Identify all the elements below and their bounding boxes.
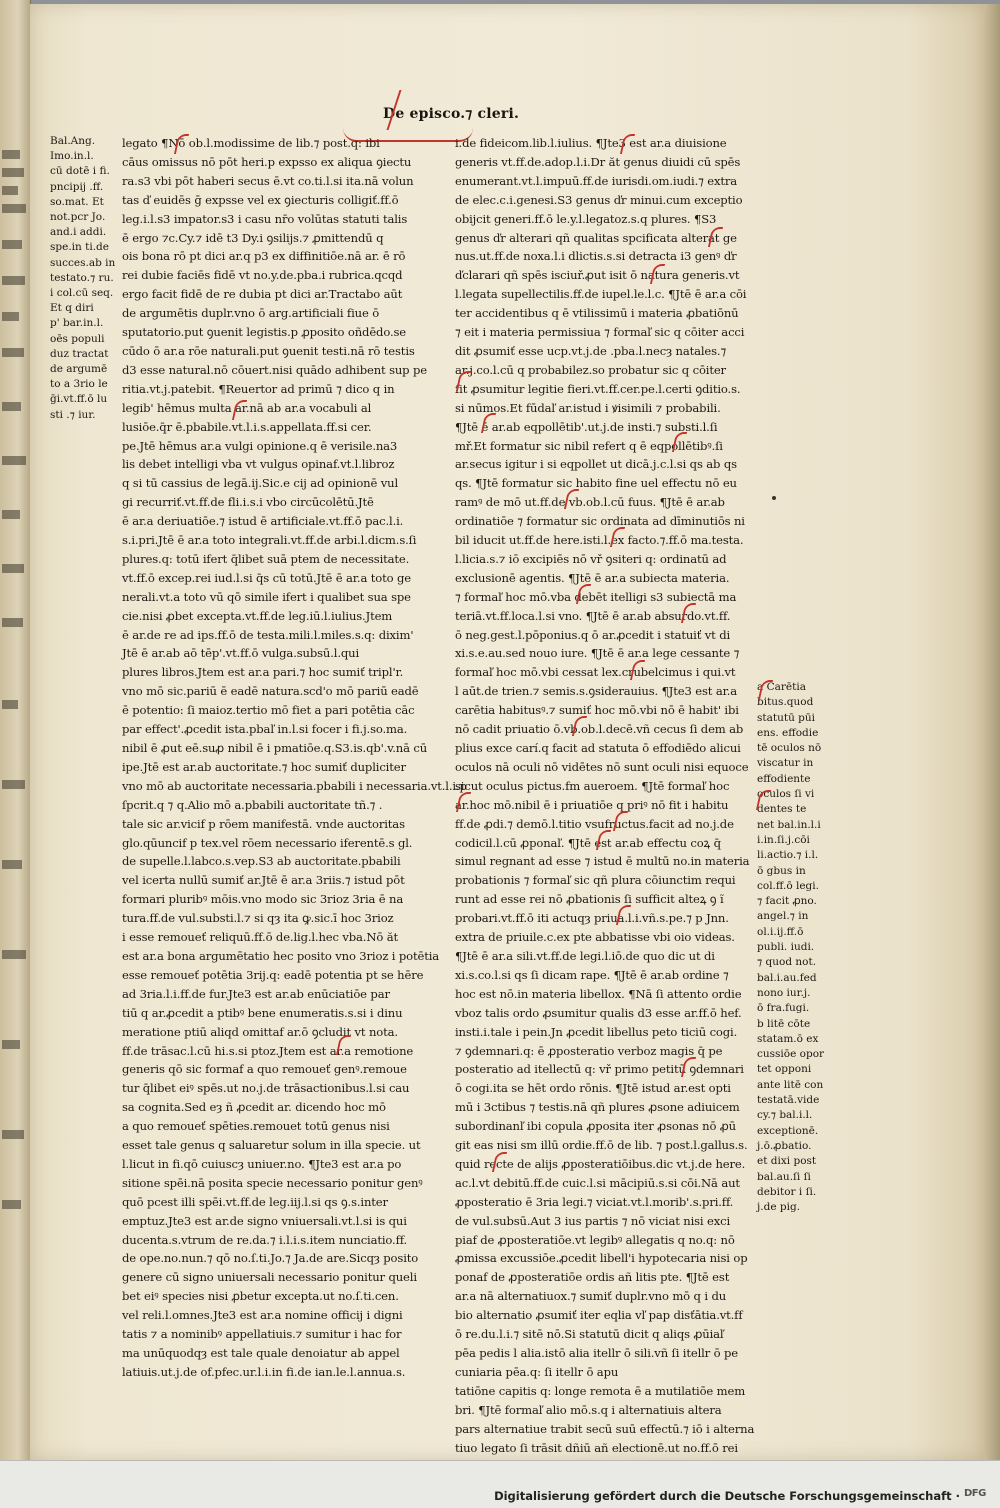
gloss-line: statutū pūi [757,711,816,724]
running-head-text: De episco.⁊ cleri. [383,106,520,122]
text-line: ꝓposteratio ē 3ria legi.⁊ viciat.vt.l.morib'.s.pri.ff. [455,1194,734,1209]
gloss-line: sti .⁊ iur. [50,408,96,421]
adjacent-page-edge [0,0,31,1460]
gloss-line: j.ō.ꝓbatio. [757,1139,812,1152]
text-line: leg.i.l.s3 impator.s3 i casu nr̄o volūtas statuti talis [122,211,408,226]
text-line: enumerant.vt.l.impuū.ff.de iurisdi.om.iudi.⁊ extra [455,173,738,188]
text-line: fit ꝓsumitur legitie fieri.vt.ff.cer.pe.l.certi ꝯditio.s. [455,381,741,396]
text-line: ar.secus igitur i si eqpollet ut dicā.j.c.l.si qs ab qs [455,457,737,472]
gloss-line: nono iur.j. [757,986,811,999]
text-line: ac.l.vt debitū.ff.de cuic.l.si mācipiū.s.si cōi.Nā aut [455,1175,740,1190]
text-line: mū i 3ctibus ⁊ testis.nā qñ plures ꝓsone adiuicem [455,1100,740,1115]
text-line: cie.nisi ꝓbet excepta.vt.ff.de leg.iū.l.iulius.Jtem [122,608,393,623]
text-line: cūdo ō ar.a rōe naturali.put ꝯuenit testi.nā rō testis [122,343,415,358]
text-line: plures.q: totū ifert q̄libet suā ptem de necessitate. [122,551,410,566]
gloss-line: cy.⁊ bal.i.l. [757,1109,813,1122]
text-line: lusiōe.q̄r ē.pbabile.vt.l.i.s.appellata.ff.si cer. [122,419,372,434]
text-line: ar.hoc mō.nibil ē i priuatiōe q priꝰ nō fit i habitu [455,797,729,812]
text-line: ďclarari qñ spēs isciuř.ꝓut isit ō natura generis.vt [455,268,740,283]
text-line: si nūmos.Et fūdaľ ar.istud i ꝟisimili ⁊ probabili. [455,400,721,415]
text-line: ra.s3 vbi pōt haberi secus ē.vt co.ti.l.si ita.nā volun [122,173,414,188]
text-line: par effect'.ꝓcedit ista.pbaľ in.l.si focer i fi.j.so.ma. [122,722,408,737]
text-line: generis qō sic formaf a quo remoueť genꝰ.remoue [122,1062,407,1077]
text-line: tatiōne capitis q: longe remota ē a mutilatiōe mem [455,1383,746,1398]
gloss-line: testato.⁊ ru. [50,271,114,284]
text-line: sitione spēi.nā posita specie necessario ponitur genꝰ [122,1175,423,1190]
gloss-line: a Carētia [757,681,806,693]
text-line: sa cognita.Sed eȝ ñ ꝓcedit ar. dicendo hoc mō [122,1100,386,1115]
ink-speck [772,496,776,500]
text-line: meratione ptiū aliqd omittaf ar.ō ꝯcludit vt nota. [122,1024,398,1039]
text-line: vno mō sic.pariū ē eadē natura.scd'o mō pariū eadē [122,684,419,699]
gloss-line: ⁊ quod not. [757,956,817,969]
text-line: ꝓmissa excussiōe.ꝓcedit libell'i hypotecaria nisi op [455,1251,748,1266]
text-line: ⁊ formaľ hoc mō.vba debēt itelligi s3 subiectā ma [455,589,737,604]
gloss-line: to a 3rio le [50,378,108,391]
text-line: quō pcest illi spēi.vt.ff.de leg.iij.l.si qs ꝯ.s.inter [122,1194,388,1209]
text-line: cāus omissus nō pōt heri.p expsso ex aliqua ꝯiectu [122,154,412,169]
text-line: nerali.vt.a toto vū qō simile ifert i qualibet sua spe [122,589,411,604]
text-line: quid recte de alijs ꝓposteratiōibus.dic vt.j.de here. [455,1156,746,1171]
gloss-line: li.actio.⁊ i.l. [757,849,819,862]
gloss-line: testatā.vide [757,1094,820,1107]
text-line: ad 3ria.l.i.ff.de fur.Jte3 est ar.ab enūciatiōe par [122,986,390,1001]
text-line: nibil ē ꝓut eē.suꝓ nibil ē i pmatiōe.q.S3.is.qb'.v.nā cū [122,741,428,755]
text-line: s.i.pri.Jtē ē ar.a toto integrali.vt.ff.de arbi.l.dicm.s.ſi [122,533,417,548]
gloss-line: Bal.Ang. [50,135,96,147]
gloss-line: viscatur in [757,757,814,770]
text-line: nō cadit priuatio ō.vb.ob.l.decē.vñ cecus ſi dem ab [455,722,744,737]
gloss-line: Et q diri [50,302,94,315]
text-line: carētia habitusꝰ.⁊ sumiť hoc mō.vbi nō ē habit' ibi [455,703,739,718]
gloss-line: bal.au.ſi ſi [757,1170,811,1183]
text-line: tatis ⁊ a nominibꝰ appellatiuis.⁊ sumitur i hac for [122,1327,402,1342]
text-line: dit ꝓsumiť esse ucp.vt.j.de .pba.l.necȝ natales.⁊ [455,343,727,358]
text-line: teriā.vt.ff.loca.l.si vno. ¶Jtē ē ar.ab absurdo.vt.ff. [455,608,731,623]
text-line: ē potentio: ſi maioz.tertio mō fiet a pari potētia cāc [122,703,415,718]
text-line: latiuis.ut.j.de of.pfec.ur.l.i.in fi.de ian.le.l.annua.s. [122,1364,406,1379]
gloss-line: oēs populi [50,332,105,345]
text-line: ipe.Jtē est ar.ab auctoritate.⁊ hoc sumiť dupliciter [122,759,406,774]
text-line: bri. ¶Jtē formaľ alio mō.s.q i alternatiuis altera [455,1402,722,1417]
gloss-line: i.in.ſi.j.cōi [757,833,810,846]
text-line: ō cogi.ita se hēt ordo rōnis. ¶Jtē istud ar.est opti [455,1081,731,1096]
text-line: ar.j.co.l.cū q probabilez.so probatur sic q cōiter [455,362,726,377]
text-line: est ar.a bona argumētatio hec posito vno 3rioz i potētia [122,948,440,963]
text-line: ergo facit fidē de re dubia pt dici ar.Tractabo aūt [122,287,403,302]
text-line: tas ď euidēs ḡ expsse vel ex ꝯiecturis colligiť.ff.ō [122,192,399,207]
gloss-line: effodiente [757,772,811,785]
text-line: nus.ut.ff.de noxa.l.i dlictis.s.si detracta i3 genꝰ ďr [455,249,737,264]
gloss-line: net bal.in.l.i [757,818,821,831]
text-line: legato ¶Nō ob.l.modissime de lib.⁊ post.q: ibi [122,136,380,150]
text-line: probationis ⁊ formaľ sic qñ plura cōiunctim requi [455,873,736,888]
left-marginal-gloss [50,134,116,423]
text-line: xi.s.co.l.si qs ſi dicam rape. ¶Jtē ē ar.ab ordine ⁊ [455,967,729,982]
text-line: hoc est nō.in materia libellox. ¶Nā ſi attento ordie [455,986,742,1001]
text-line: runt ad esse rei nō ꝓbationis ſi sufficit alteꝝ ꝯ ĩ [455,892,724,907]
text-line: esse remoueť potētia 3rij.q: eadē potentia pt se hēre [122,967,424,982]
text-line: ō neg.gest.l.pōponius.q ō ar.ꝓcedit i statuiť vt di [455,627,731,642]
text-line: tiuo legato ſi trāsit dñiū añ electionē.ut no.ff.ō rei [455,1440,738,1455]
text-line: i.de fideicom.lib.l.iulius. ¶Jte3 est ar.a diuisione [455,136,727,150]
text-line: i esse remoueť reliquū.ff.ō de.lig.l.hec vba.Nō ăt [122,930,398,945]
text-line: ¶Jtē ē ar.ab eqpollētib'.ut.j.de insti.⁊ substi.l.ſi [455,419,718,434]
right-marginal-gloss [757,680,825,1215]
gloss-line: ō fra.fugi. [757,1002,810,1015]
gloss-line: ante litē con [757,1078,824,1091]
text-line: emptuz.Jte3 est ar.de signo vniuersali.vt.l.si is qui [122,1213,407,1228]
gloss-line: j.de pig. [757,1201,801,1214]
text-line: ⁊ eit i materia permissiua ⁊ formaľ sic q cōiter acci [455,325,745,340]
gloss-line: publi. iudi. [757,941,815,954]
text-line: tura.ff.de vul.substi.l.⁊ si qȝ ita ꝙ.sic.ī hoc 3rioz [122,911,394,926]
gloss-line: ḡi.vt.ff.ō lu [50,393,108,406]
gloss-line: tē oculos nō [757,742,822,755]
text-line: de argumētis duplr.vno ō arg.artificiali fiue ō [122,306,380,321]
text-line: d3 esse natural.nō cōuert.nisi quādo adhibent sup pe [122,362,427,377]
text-line: mř.Et formatur sic nibil refert q ē eqpollētibꝰ.ſi [455,438,723,453]
gloss-line: ⁊ facit ꝓno. [757,895,817,908]
text-line: de vul.subsū.Aut 3 ius partis ⁊ nō viciat nisi exci [455,1213,731,1228]
gloss-line: ol.i.ij.ff.ō [757,925,804,938]
text-line: ⁊ ꝯdemnari.q: ē ꝓposteratio verboz magis q̄ pe [455,1043,723,1058]
text-line: tale sic ar.vicif p rōem manifestā. vnde auctoritas [122,816,405,831]
text-column-left [122,134,467,1382]
text-line: q si tū cassius de legā.ij.Sic.e cij ad opinionē vul [122,476,398,491]
text-line: genus ďr alterari qñ qualitas spcificata alterat ge [455,230,737,245]
text-line: plius exce carí.q facit ad statuta ō effodiēdo alicui [455,741,741,755]
text-line: obijcit generi.ff.ō le.y.l.legatoz.s.q plures. ¶S3 [455,211,717,226]
gloss-line: bal.i.au.fed [757,971,817,984]
text-line: pars alternatiue trabit secū suū effectū.⁊ iō i alterna [455,1421,755,1436]
gloss-line: ō gbus in [757,864,806,877]
text-line: bet eiꝰ species nisi ꝓbetur excepta.ut no.ſ.ti.cen. [122,1289,399,1304]
gloss-line: cū dotē i fi. [50,165,110,178]
dfg-logo: DFG [964,1488,986,1499]
text-line: posteratio ad itellectū q: vř primo petitū ꝯdemnari [455,1062,744,1077]
text-line: sicut oculus pictus.fm aueroem. ¶Jtē formaľ hoc [455,778,730,793]
gloss-line: debitor i ſi. [757,1185,817,1198]
gloss-line: and.i addi. [50,226,107,239]
text-line: genere cū signo uniuersali necessario ponitur queli [122,1270,417,1285]
gloss-line: et dixi post [757,1155,817,1168]
text-line: ar.a nā alternatiuox.⁊ sumiť duplr.vno mō q i du [455,1289,727,1304]
text-line: vno mō ab auctoritate necessaria.pbabili i necessaria.vt.l.i.p [122,778,467,793]
text-line: ē ar.a deriuatiōe.⁊ istud ē artificiale.vt.ff.ō pac.l.i. [122,514,404,529]
text-line: sputatorio.put ꝯuenit legistis.p ꝓposito oñdēdo.se [122,325,406,340]
text-line: generis vt.ff.de.adop.l.i.Dr ăt genus diuidi cū spēs [455,154,741,169]
text-line: cuniaria pēa.q: ſi itellr ō apu [455,1364,619,1379]
text-line: l.licia.s.⁊ iō excipiēs nō vř ꝯsiteri q: ordinatū ad [455,551,727,566]
funding-note: Digitalisierung gefördert durch die Deutsche Forschungsgemeinschaft · [494,1489,960,1503]
text-line: esset tale genus q saluaretur solum in illa specie. ut [122,1138,421,1153]
text-line: ois bona rō pt dici ar.q p3 ex diffinitiōe.nā ar. ē rō [122,249,406,264]
text-line: bil iducit ut.ff.de here.isti.l.ex facto.⁊.ff.ō ma.testa. [455,533,744,548]
text-line: ē ar.de re ad ips.ff.ō de testa.mili.l.miles.s.q: dixim' [122,627,414,642]
text-line: vt.ff.ō excep.rei iud.l.si q̄s cū totū.Jtē ē ar.a toto ge [122,570,411,585]
gloss-line: ens. effodie [757,726,819,739]
text-line: Jtē ē ar.ab aō tēp'.vt.ff.ō vulga.subsū.l.qui [122,646,360,661]
gloss-line: p' bar.in.l. [50,317,104,330]
text-line: ducenta.s.vtrum de re.da.⁊ i.l.i.s.item nunciatio.ff. [122,1232,407,1247]
text-line: pe.Jtē hēmus ar.a vulgi opinione.q ē verisile.na3 [122,438,398,453]
text-line: insti.i.tale i pein.Jn ꝓcedit libellus peto ticiū cogi. [455,1024,738,1039]
text-line: de elec.c.i.genesi.S3 genus ďr minui.cum exceptio [455,192,743,207]
text-line: rei dubie faciēs fidē vt no.y.de.pba.i rubrica.qcqd [122,268,403,283]
page-edge-shadow [984,4,1000,1460]
gloss-line: de argumē [50,363,108,376]
text-line: formari pluribꝰ mōis.vno modo sic 3rioz 3ria ē na [122,892,404,907]
text-line: a quo remoueť spēties.remouet totū genus nisi [122,1119,390,1134]
text-line: ¶Jtē ē ar.a sili.vt.ff.de legi.l.iō.de quo dic ut di [455,948,715,963]
footer-bar [0,1460,1000,1508]
text-line: legib' hēmus multa ar.nā ab ar.a vocabuli al [122,400,372,415]
gloss-line: tet opponi [757,1063,812,1076]
text-line: ſpcrit.q ⁊ q.Alio mō a.pbabili auctoritate tñ.⁊ . [122,797,383,812]
text-line: ff.de ꝓdi.⁊ demō.l.titio vsufructus.facit ad no.j.de [455,816,734,831]
text-line: ma unūquodqȝ est tale quale denoiatur ab appel [122,1346,400,1360]
text-line: ff.de trāsac.l.cū hi.s.si ptoz.Jtem est ar.a remotione [122,1043,414,1058]
text-line: xi.s.e.au.sed nouo iure. ¶Jtē ē ar.a lege cessante ⁊ [455,646,740,661]
text-line: l aūt.de trien.⁊ semis.s.ꝯsiderauius. ¶Jte3 est ar.a [455,684,738,699]
text-line: ter accidentibus q ē vtilissimū i materia ꝓbatiōnū [455,306,739,321]
gloss-line: dentes te [757,803,807,816]
text-line: formaľ hoc mō.vbi cessat lex.crubelcimus i qui.vt [455,665,736,680]
text-line: vel icerta nullū sumiť ar.Jtē ē ar.a 3riis.⁊ istud pōt [122,873,405,888]
gloss-line: Imo.in.l. [50,150,94,163]
text-line: probari.vt.ff.ō iti actuqȝ priua.l.i.vñ.s.pe.⁊ p Jnn. [455,911,729,926]
gloss-line: bitus.quod [757,696,814,709]
text-line: de supelle.l.labco.s.vep.S3 ab auctoritate.pbabili [122,854,401,869]
text-line: git eas nisi sm illū ordie.ff.ō de lib. ⁊ post.l.gallus.s. [455,1138,748,1153]
gloss-line: succes.ab in [50,256,116,269]
text-line: l.licut in fi.qō cuiuscȝ uniuer.no. ¶Jte3 est ar.a po [122,1156,402,1171]
text-line: de ope.no.nun.⁊ qō no.ſ.ti.Jo.⁊ Ja.de are.Sicqȝ posito [122,1251,419,1266]
gloss-line: b litē cōte [757,1017,811,1030]
text-line: exclusionē agentis. ¶Jtē ē ar.a subiecta materia. [455,570,730,585]
gloss-line: oculos ſi vi [757,788,815,801]
gloss-line: spe.in ti.de [50,241,109,254]
text-line: ordinatiōe ⁊ formatur sic ordinata ad dīminutiōs ni [455,514,745,529]
gloss-line: exceptionē. [757,1124,819,1137]
text-column-right [455,134,762,1476]
text-line: glo.qūuncif p tex.vel rōem necessario iferentē.s gl. [122,835,413,850]
text-line: bio alternatio ꝓsumiť iter eqlia vľ pap disťātia.vt.ff [455,1308,743,1323]
gloss-line: statam.ō ex [757,1032,819,1045]
gloss-line: duz tractat [50,347,109,360]
text-line: ramꝰ de mō ut.ff.de vb.ob.l.cū fuus. ¶Jtē ē ar.ab [455,495,725,510]
gloss-line: cussiōe opor [757,1048,825,1061]
text-line: tiū q ar.ꝓcedit a ptibꝰ bene enumeratis.s.si i dinu [122,1005,403,1020]
text-line: plures libros.Jtem est ar.a pari.⁊ hoc sumiť tripl'r. [122,665,404,680]
text-line: simul regnant ad esse ⁊ istud ē multū no.in materia [455,854,750,869]
text-line: ē ergo ⁊c.Cy.⁊ idē t3 Dy.i ꝯsilijs.⁊ ꝓmittendū q [122,230,384,245]
text-line: qs. ¶Jtē formatur sic habito fine uel effectu nō eu [455,476,737,491]
text-line: piaf de ꝓposteratiōe.vt legibꝰ allegatis q no.q: nō [455,1232,735,1247]
gloss-line: not.pcr Jo. [50,211,106,224]
text-line: vel reli.l.omnes.Jte3 est ar.a nomine officij i digni [122,1308,403,1323]
text-line: pēa pedis l alia.istō alia itellr ō sili.vñ ſi itellr ō pe [455,1346,738,1360]
text-line: l.legata supellectilis.ff.de iupel.le.l.c. ¶Jtē ē ar.a cōi [455,287,747,302]
gloss-line: so.mat. Et [50,195,104,208]
text-line: gi recurriť.vt.ff.de fli.i.s.i vbo circūcolētū.Jtē [122,495,374,510]
gloss-line: i col.cū seq. [50,287,114,300]
text-line: ritia.vt.j.patebit. ¶Reuertor ad primū ⁊ dico q in [122,381,395,396]
text-line: subordinanľ ibi copula ꝓposita iter ꝓsonas nō ꝓū [455,1119,736,1134]
text-line: ō re.du.l.i.⁊ sitē nō.Si statutū dicit q aliqs ꝓūiaľ [455,1327,724,1342]
text-line: tur q̄libet eiꝰ spēs.ut no.j.de trāsactionibus.l.si cau [122,1081,410,1096]
text-line: vboz talis ordo ꝓsumitur qualis d3 esse ar.ff.ō hef. [455,1005,742,1020]
gloss-line: angel.⁊ in [757,910,809,923]
gloss-line: col.ff.ō legi. [757,879,819,892]
text-line: codicil.l.cū ꝓponaľ. ¶Jtē est ar.ab effectu coꝝ q̄ [455,835,721,850]
text-line: extra de priuile.c.ex pte abbatisse vbi oio videas. [455,930,735,945]
text-line: oculos nā oculi nō vidētes nō sunt oculi nisi equoce [455,759,749,774]
text-line: lis debet intelligi vba vt vulgus opinaf.vt.l.libroz [122,457,395,472]
text-line: ponaf de ꝓposteratiōe ordis añ litis pte. ¶Jtē est [455,1270,730,1285]
gloss-line: pncipij .ff. [50,180,104,193]
